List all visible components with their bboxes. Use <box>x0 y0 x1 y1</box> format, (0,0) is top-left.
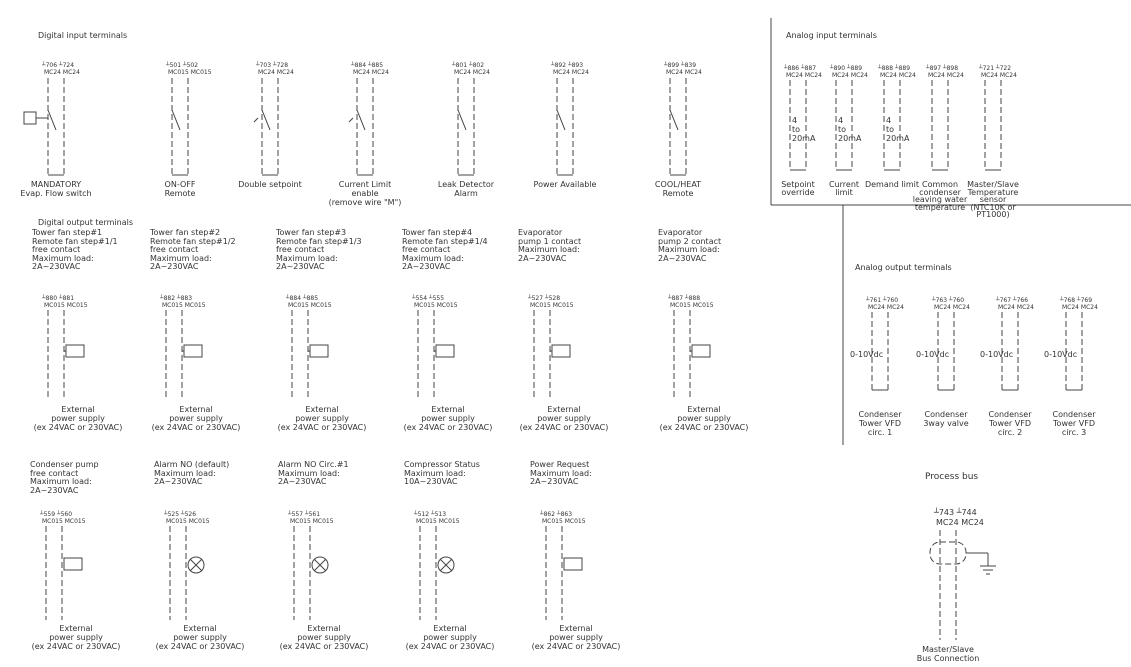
digital-input-5-terminal-board: MC24 MC24 <box>454 69 490 76</box>
digital-input-7-contact <box>670 110 678 130</box>
analog-input-title: Analog input terminals <box>786 31 877 40</box>
digital-input-7-terminal-numbers: ┴899 ┴839 <box>664 62 697 69</box>
digital-output-11-terminal-numbers: ┴862 ┴863 <box>540 511 573 518</box>
digital-output-11-supply-label: External <box>559 624 593 633</box>
digital-input-title: Digital input terminals <box>38 31 128 40</box>
digital-output-1-supply-label: External <box>61 405 95 414</box>
digital-output-4-supply-label: (ex 24VAC or 230VAC) <box>403 423 493 432</box>
digital-output-11-header: Maximum load: <box>530 468 592 478</box>
digital-output-title: Digital output terminals <box>38 218 134 227</box>
digital-output-10-terminal-numbers: ┴512 ┴513 <box>414 511 447 518</box>
digital-output-11-supply-label: (ex 24VAC or 230VAC) <box>531 642 621 651</box>
digital-output-3-header: 2A~230VAC <box>276 262 325 271</box>
digital-output-3-header: Tower fan step#3 <box>276 228 347 237</box>
digital-output-7-terminal-numbers: ┴559 ┴560 <box>40 511 73 518</box>
analog-input-4-terminal-numbers: ┴897 ┴898 <box>926 65 959 72</box>
digital-input-1-label: MANDATORY <box>30 180 82 189</box>
digital-input-4-actuator <box>349 118 353 122</box>
analog-output-2-label: Condenser <box>924 410 968 419</box>
analog-input-1-label: override <box>781 187 815 197</box>
digital-output-6-header: pump 2 contact <box>658 236 722 246</box>
analog-input-3-terminal-numbers: ┴888 ┴889 <box>878 65 911 72</box>
digital-output-5-header: Maximum load: <box>518 245 580 254</box>
digital-output-1-header: Remote fan step#1/1 <box>32 236 118 246</box>
digital-output-8-header: Alarm NO (default) <box>154 460 230 469</box>
digital-output-4-supply-label: External <box>431 405 465 414</box>
digital-input-5-contact <box>458 110 466 130</box>
analog-output-1-label: Condenser <box>858 410 902 419</box>
digital-input-3-actuator <box>254 118 258 122</box>
digital-output-10-header: Compressor Status <box>404 460 480 469</box>
digital-output-1-supply-label: (ex 24VAC or 230VAC) <box>33 423 123 432</box>
digital-output-4-header: Remote fan step#1/4 <box>402 236 488 246</box>
digital-output-6-header: Evaporator <box>658 228 703 237</box>
analog-input-3-signal: 20mA <box>886 134 910 143</box>
relay-coil-icon <box>66 345 84 357</box>
analog-input-4-label: condenser <box>919 187 961 197</box>
digital-input-1-terminal-board: MC24 MC24 <box>44 69 80 76</box>
digital-output-2-supply-label: power supply <box>169 414 223 423</box>
digital-output-5-header: pump 1 contact <box>518 236 582 246</box>
digital-output-2-terminal-numbers: ┴882 ┴883 <box>160 295 193 302</box>
analog-output-title: Analog output terminals <box>855 263 952 272</box>
digital-input-2-label: ON-OFF <box>164 180 196 189</box>
digital-input-2-contact <box>172 110 180 130</box>
digital-output-2-header: free contact <box>150 245 199 254</box>
digital-input-5-label: Leak Detector <box>437 180 495 189</box>
digital-output-3-header: Maximum load: <box>276 253 338 263</box>
analog-input-5-label: Master/Slave <box>967 180 1019 189</box>
digital-output-3-terminal-numbers: ┴884 ┴885 <box>286 295 319 302</box>
digital-output-4-supply-label: power supply <box>421 414 475 423</box>
digital-input-1-contact <box>48 110 56 130</box>
analog-input-1-terminal-numbers: ┴886 ┴887 <box>784 65 817 72</box>
digital-output-1-header: 2A~230VAC <box>32 262 81 271</box>
digital-input-4-terminal-numbers: ┴884 ┴885 <box>351 62 384 69</box>
digital-output-3-terminal-board: MC015 MC015 <box>288 302 332 309</box>
digital-output-10-terminal-board: MC015 MC015 <box>416 518 460 525</box>
digital-output-4-header: 2A~230VAC <box>402 262 451 271</box>
digital-output-10-supply-label: power supply <box>423 633 477 642</box>
digital-output-9-supply-label: External <box>307 624 341 633</box>
digital-output-1-terminal-numbers: ┴880 ┴881 <box>42 295 75 302</box>
digital-output-5-terminal-numbers: ┴527 ┴528 <box>528 295 561 302</box>
analog-input-5-terminal-board: MC24 MC24 <box>981 72 1017 79</box>
relay-coil-icon <box>436 345 454 357</box>
digital-input-3-terminal-numbers: ┴703 ┴728 <box>256 62 289 69</box>
digital-output-7-header: 2A~230VAC <box>30 485 79 495</box>
relay-coil-icon <box>564 558 582 570</box>
process-bus-terminal-numbers: ┴743 ┴744 <box>934 508 977 517</box>
digital-input-2-terminal-numbers: ┴501 ┴502 <box>166 62 199 69</box>
analog-output-1-terminal-numbers: ┴761 ┴760 <box>866 297 899 304</box>
analog-output-3-label: circ. 2 <box>997 428 1023 437</box>
digital-output-5-header: 2A~230VAC <box>518 253 567 263</box>
analog-output-4-terminal-board: MC24 MC24 <box>1062 304 1098 311</box>
digital-output-1-supply-label: power supply <box>51 414 105 423</box>
digital-input-3-contact <box>262 110 270 130</box>
analog-input-4-terminal-board: MC24 MC24 <box>928 72 964 79</box>
digital-output-4-terminal-board: MC015 MC015 <box>414 302 458 309</box>
analog-output-4-label: circ. 3 <box>1061 428 1087 437</box>
digital-output-8-terminal-numbers: ┴525 ┴526 <box>164 511 197 518</box>
process-bus-terminal-board: MC24 MC24 <box>936 518 984 527</box>
digital-output-10-header: Maximum load: <box>404 468 466 478</box>
digital-output-3-header: free contact <box>276 245 325 254</box>
digital-input-5-label: Alarm <box>454 189 478 198</box>
analog-output-2-signal: 0-10Vdc <box>916 350 950 359</box>
digital-input-6-terminal-numbers: ┴892 ┴893 <box>551 62 584 69</box>
digital-output-3-supply-label: power supply <box>295 414 349 423</box>
analog-input-4-label: leaving water <box>912 195 968 204</box>
digital-output-8-supply-label: power supply <box>173 633 227 642</box>
digital-output-6-terminal-numbers: ┴887 ┴888 <box>668 295 701 302</box>
analog-input-2-label: limit <box>835 187 853 197</box>
analog-input-2-signal: 20mA <box>838 134 862 143</box>
digital-input-6-label: Power Available <box>533 180 597 189</box>
digital-output-9-header: Alarm NO Circ.#1 <box>278 460 349 469</box>
analog-input-2-terminal-board: MC24 MC24 <box>832 72 868 79</box>
relay-coil-icon <box>552 345 570 357</box>
digital-output-11-header: 2A~230VAC <box>530 477 579 486</box>
analog-input-5-label: (NTC10K or <box>970 202 1016 212</box>
analog-input-3-label: Demand limit <box>864 180 920 189</box>
digital-input-4-contact <box>357 110 365 130</box>
analog-input-5-label: PT1000) <box>976 210 1010 219</box>
analog-output-4-label: Condenser <box>1052 410 1096 419</box>
digital-output-1-terminal-board: MC015 MC015 <box>44 302 88 309</box>
analog-input-4-label: temperature <box>914 202 966 212</box>
digital-output-2-header: 2A~230VAC <box>150 262 199 271</box>
analog-input-2-signal: to <box>838 125 847 134</box>
digital-output-9-terminal-numbers: ┴557 ┴561 <box>288 511 321 518</box>
analog-output-3-terminal-numbers: ┴767 ┴766 <box>996 297 1029 304</box>
digital-input-7-label: Remote <box>662 189 694 198</box>
digital-input-4-label: Current Limit <box>338 180 392 189</box>
analog-output-3-terminal-board: MC24 MC24 <box>998 304 1034 311</box>
digital-output-4-header: Maximum load: <box>402 253 464 263</box>
digital-output-8-supply-label: (ex 24VAC or 230VAC) <box>155 642 245 651</box>
digital-output-6-terminal-board: MC015 MC015 <box>670 302 714 309</box>
digital-output-3-supply-label: External <box>305 405 339 414</box>
digital-output-8-terminal-board: MC015 MC015 <box>166 518 210 525</box>
digital-input-6-contact <box>557 110 565 130</box>
digital-output-8-header: 2A~230VAC <box>154 477 203 486</box>
digital-input-4-label: enable <box>351 189 379 198</box>
digital-output-3-supply-label: (ex 24VAC or 230VAC) <box>277 423 367 432</box>
relay-coil-icon <box>184 345 202 357</box>
digital-output-7-supply-label: (ex 24VAC or 230VAC) <box>31 642 121 651</box>
analog-input-5-label: Temperature <box>967 187 1019 197</box>
digital-output-10-header: 10A~230VAC <box>404 477 458 486</box>
relay-coil-icon <box>692 345 710 357</box>
digital-output-7-supply-label: power supply <box>49 633 103 642</box>
digital-output-2-supply-label: (ex 24VAC or 230VAC) <box>151 423 241 432</box>
digital-output-9-header: Maximum load: <box>278 468 340 478</box>
digital-output-7-header: Maximum load: <box>30 477 92 486</box>
digital-output-6-supply-label: power supply <box>677 414 731 423</box>
digital-input-4-terminal-board: MC24 MC24 <box>353 69 389 76</box>
analog-output-1-signal: 0-10Vdc <box>850 350 884 359</box>
analog-input-1-signal: 4 <box>792 116 798 125</box>
digital-input-5-terminal-numbers: ┴801 ┴802 <box>452 62 485 69</box>
digital-output-5-terminal-board: MC015 MC015 <box>530 302 574 309</box>
analog-input-1-signal: to <box>792 125 801 134</box>
digital-input-2-label: Remote <box>164 189 196 198</box>
digital-output-8-header: Maximum load: <box>154 468 216 478</box>
analog-input-1-signal: 20mA <box>792 134 816 143</box>
digital-output-5-supply-label: power supply <box>537 414 591 423</box>
digital-output-5-supply-label: External <box>547 405 581 414</box>
digital-output-7-supply-label: External <box>59 624 93 633</box>
digital-input-7-label: COOL/HEAT <box>654 180 702 189</box>
digital-output-6-header: 2A~230VAC <box>658 253 707 263</box>
digital-input-3-label: Double setpoint <box>238 180 302 189</box>
digital-output-4-terminal-numbers: ┴554 ┴555 <box>412 295 445 302</box>
digital-output-10-supply-label: (ex 24VAC or 230VAC) <box>405 642 495 651</box>
analog-output-4-label: Tower VFD <box>1053 419 1095 428</box>
analog-input-1-label: Setpoint <box>781 180 815 189</box>
analog-output-1-label: Tower VFD <box>859 419 901 428</box>
analog-input-5-label: sensor <box>979 195 1007 204</box>
digital-output-1-header: free contact <box>32 245 81 254</box>
analog-output-2-terminal-board: MC24 MC24 <box>934 304 970 311</box>
digital-output-4-header: Tower fan step#4 <box>402 228 473 237</box>
analog-input-1-terminal-board: MC24 MC24 <box>786 72 822 79</box>
process-bus-label: Bus Connection <box>916 654 980 663</box>
digital-output-7-header: free contact <box>30 468 79 478</box>
digital-input-6-terminal-board: MC24 MC24 <box>553 69 589 76</box>
process-bus-title: Process bus <box>925 472 979 482</box>
relay-coil-icon <box>310 345 328 357</box>
digital-output-2-header: Remote fan step#1/2 <box>150 236 236 246</box>
digital-output-2-header: Tower fan step#2 <box>150 228 221 237</box>
analog-output-1-terminal-board: MC24 MC24 <box>868 304 904 311</box>
digital-output-2-header: Maximum load: <box>150 253 212 263</box>
cable-shield-icon <box>930 542 966 564</box>
analog-output-2-terminal-numbers: ┴763 ┴760 <box>932 297 965 304</box>
digital-output-9-supply-label: (ex 24VAC or 230VAC) <box>279 642 369 651</box>
analog-input-2-signal: 4 <box>838 116 844 125</box>
digital-output-2-terminal-board: MC015 MC015 <box>162 302 206 309</box>
process-bus-label: Master/Slave <box>922 645 974 654</box>
digital-output-7-header: Condenser pump <box>30 460 99 469</box>
analog-output-3-label: Condenser <box>988 410 1032 419</box>
analog-output-1-label: circ. 1 <box>867 428 893 437</box>
analog-input-3-signal: 4 <box>886 116 892 125</box>
digital-output-5-supply-label: (ex 24VAC or 230VAC) <box>519 423 609 432</box>
digital-output-8-supply-label: External <box>183 624 217 633</box>
digital-input-4-label: (remove wire "M") <box>328 198 402 207</box>
digital-input-7-terminal-board: MC24 MC24 <box>666 69 702 76</box>
digital-output-9-terminal-board: MC015 MC015 <box>290 518 334 525</box>
analog-input-2-terminal-numbers: ┴890 ┴889 <box>830 65 863 72</box>
digital-input-1-terminal-numbers: ┴706 ┴724 <box>42 62 75 69</box>
analog-input-4-label: Common <box>921 180 959 189</box>
digital-input-3-terminal-board: MC24 MC24 <box>258 69 294 76</box>
digital-output-4-header: free contact <box>402 245 451 254</box>
analog-input-2-label: Current <box>828 180 860 189</box>
digital-output-1-header: Maximum load: <box>32 253 94 263</box>
digital-output-11-header: Power Request <box>530 460 590 469</box>
digital-output-5-header: Evaporator <box>518 228 563 237</box>
digital-output-11-terminal-board: MC015 MC015 <box>542 518 586 525</box>
digital-output-6-supply-label: (ex 24VAC or 230VAC) <box>659 423 749 432</box>
digital-output-11-supply-label: power supply <box>549 633 603 642</box>
relay-coil-icon <box>64 558 82 570</box>
analog-input-3-signal: to <box>886 125 895 134</box>
digital-output-6-supply-label: External <box>687 405 721 414</box>
digital-output-10-supply-label: External <box>433 624 467 633</box>
digital-output-9-header: 2A~230VAC <box>278 477 327 486</box>
analog-output-4-signal: 0-10Vdc <box>1044 350 1078 359</box>
digital-output-7-terminal-board: MC015 MC015 <box>42 518 86 525</box>
analog-output-4-terminal-numbers: ┴768 ┴769 <box>1060 297 1093 304</box>
analog-input-3-terminal-board: MC24 MC24 <box>880 72 916 79</box>
digital-output-3-header: Remote fan step#1/3 <box>276 236 362 246</box>
analog-output-3-signal: 0-10Vdc <box>980 350 1014 359</box>
analog-output-3-label: Tower VFD <box>989 419 1031 428</box>
analog-input-5-terminal-numbers: ┴721 ┴722 <box>979 65 1012 72</box>
digital-output-6-header: Maximum load: <box>658 245 720 254</box>
analog-output-2-label: 3way valve <box>923 419 969 428</box>
digital-output-2-supply-label: External <box>179 405 213 414</box>
digital-output-9-supply-label: power supply <box>297 633 351 642</box>
digital-output-1-header: Tower fan step#1 <box>32 228 103 237</box>
flow-switch-icon <box>24 112 36 124</box>
digital-input-2-terminal-board: MC015 MC015 <box>168 69 212 76</box>
digital-input-1-label: Evap. Flow switch <box>20 189 92 198</box>
